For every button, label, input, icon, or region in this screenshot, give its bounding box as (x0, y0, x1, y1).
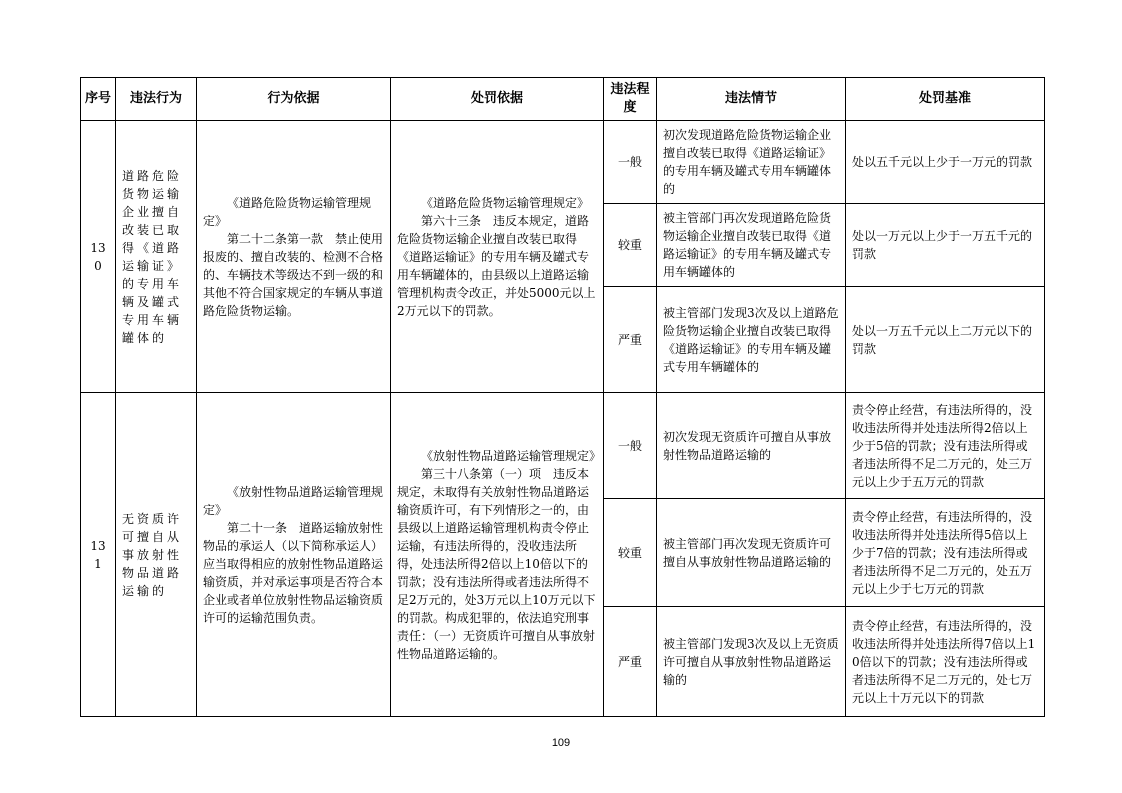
serial-no-cell: 131 (81, 393, 116, 717)
penalty-standards-table (80, 77, 1045, 717)
conduct-basis-cell (197, 393, 391, 717)
conduct-basis-title: 《放射性物品道路运输管理规定》 (203, 484, 384, 517)
penalty-basis-text: 第六十三条 违反本规定，道路危险货物运输企业擅自改装已取得《道路运输证》的专用车辆及罐式专用车辆罐体的，由县级以上道路运输管理机构责令改正，并处5000元以上2万元以下的罚款。 (397, 213, 596, 318)
penalty-basis-title: 《道路危险货物运输管理规定》 (421, 195, 590, 210)
penalty-standard-cell: 处以一万五千元以上二万元以下的罚款 (846, 287, 1045, 393)
violation-cell: 道路危险货物运输企业擅自改装已取得《道路运输证》的专用车辆及罐式专用车辆罐体的 (116, 121, 197, 393)
penalty-standard-cell: 责令停止经营，有违法所得的，没收违法所得并处违法所得7倍以上10倍以下的罚款；没有违法所得或者违法所得不足二万元的，处七万元以上十万元以下的罚款 (846, 607, 1045, 717)
penalty-basis-cell (391, 121, 604, 393)
circumstance-cell: 被主管部门再次发现道路危险货物运输企业擅自改装已取得《道路运输证》的专用车辆及罐式专用车辆罐体的 (657, 204, 846, 287)
severity-cell: 严重 (604, 607, 657, 717)
penalty-basis-cell (391, 393, 604, 717)
conduct-basis-text: 第二十一条 道路运输放射性物品的承运人（以下简称承运人）应当取得相应的放射性物品道路运输资质，并对承运事项是否符合本企业或者单位放射性物品运输资质许可的运输范围负责。 (203, 520, 384, 625)
severity-cell: 严重 (604, 287, 657, 393)
header-penalty-standard: 处罚基准 (846, 78, 1045, 121)
serial-no-cell: 130 (81, 121, 116, 393)
header-violation: 违法行为 (116, 78, 197, 121)
circumstance-cell: 初次发现无资质许可擅自从事放射性物品道路运输的 (657, 393, 846, 499)
conduct-basis-title: 《道路危险货物运输管理规定》 (203, 195, 372, 228)
conduct-basis-text: 第二十二条第一款 禁止使用报废的、擅自改装的、检测不合格的、车辆技术等级达不到一级的和其他不符合国家规定的车辆从事道路危险货物运输。 (203, 231, 384, 318)
header-conduct-basis: 行为依据 (197, 78, 391, 121)
circumstance-cell: 被主管部门发现3次及以上道路危险货物运输企业擅自改装已取得《道路运输证》的专用车辆及罐式专用车辆罐体的 (657, 287, 846, 393)
circumstance-cell: 被主管部门发现3次及以上无资质许可擅自从事放射性物品道路运输的 (657, 607, 846, 717)
violation-cell: 无资质许可擅自从事放射性物品道路运输的 (116, 393, 197, 717)
conduct-basis-cell (197, 121, 391, 393)
header-circumstances: 违法情节 (657, 78, 846, 121)
header-serial-no: 序号 (81, 78, 116, 121)
penalty-standard-cell: 责令停止经营，有违法所得的，没收违法所得并处违法所得5倍以上少于7倍的罚款；没有违法所得或者违法所得不足二万元的，处五万元以上少于七万元的罚款 (846, 499, 1045, 607)
severity-cell: 较重 (604, 204, 657, 287)
severity-cell: 一般 (604, 393, 657, 499)
circumstance-cell: 初次发现道路危险货物运输企业擅自改装已取得《道路运输证》的专用车辆及罐式专用车辆罐体的 (657, 121, 846, 204)
severity-cell: 较重 (604, 499, 657, 607)
page-number: 109 (551, 737, 571, 749)
penalty-standard-cell: 责令停止经营，有违法所得的，没收违法所得并处违法所得2倍以上少于5倍的罚款；没有违法所得或者违法所得不足二万元的，处三万元以上少于五万元的罚款 (846, 393, 1045, 499)
header-severity: 违法程度 (604, 78, 657, 121)
circumstance-cell: 被主管部门再次发现无资质许可擅自从事放射性物品道路运输的 (657, 499, 846, 607)
table-header-row (81, 78, 1045, 121)
table-row (81, 393, 1045, 499)
header-penalty-basis: 处罚依据 (391, 78, 604, 121)
penalty-standard-cell: 处以五千元以上少于一万元的罚款 (846, 121, 1045, 204)
penalty-basis-text: 第三十八条第（一）项 违反本规定，未取得有关放射性物品道路运输资质许可，有下列情形之一的，由县级以上道路运输管理机构责令停止运输，有违法所得的，没收违法所得，处违法所得2倍以上10倍以下的罚款；没有违法所得或者违法所得不足2万元的，处3万元以上10万元以下的罚款。构成犯罪的，依法追究刑事责任：（一）无资质许可擅自从事放射性物品道路运输的。 (397, 466, 596, 661)
penalty-standard-cell: 处以一万元以上少于一万五千元的罚款 (846, 204, 1045, 287)
table-row (81, 121, 1045, 204)
severity-cell: 一般 (604, 121, 657, 204)
penalty-basis-title: 《放射性物品道路运输管理规定》 (421, 448, 602, 463)
